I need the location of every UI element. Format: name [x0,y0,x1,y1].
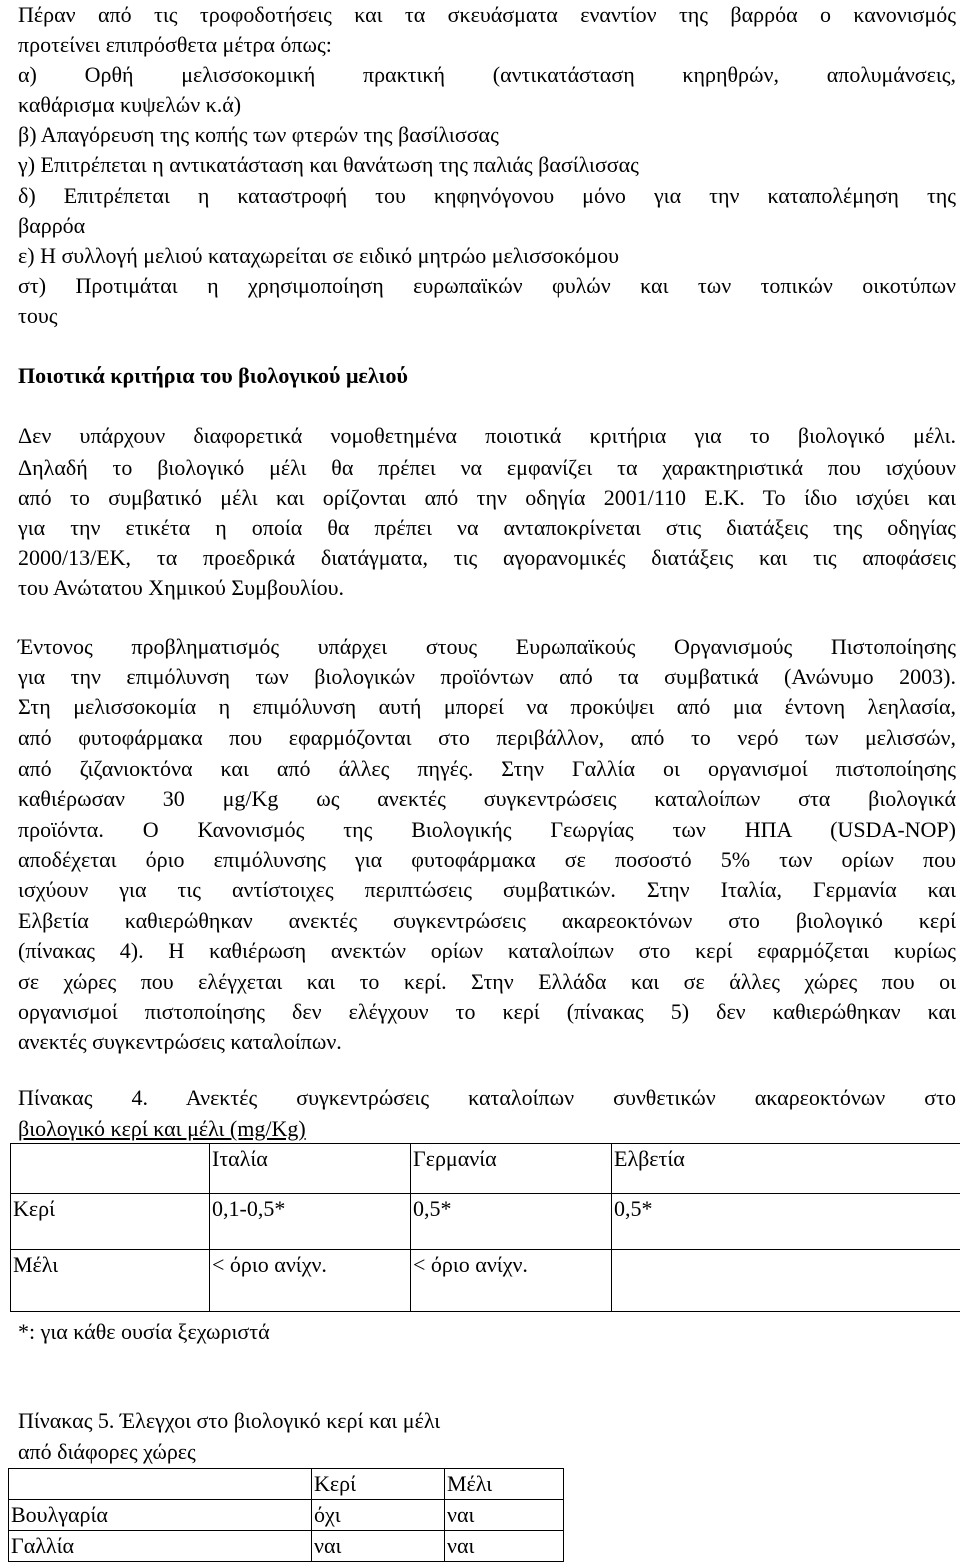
paragraph2-line: Έντονος προβληματισμός υπάρχει στους Ευρωπαϊκούς Οργανισμούς Πιστοποίησης [18,634,956,659]
table-cell: ναι [312,1531,445,1562]
table-cell [11,1144,210,1194]
table-row-label: Κερί [11,1194,210,1250]
measure-item: στ) Προτιμάται η χρησιμοποίηση ευρωπαϊκών φυλών και των τοπικών οικοτύπων [18,273,956,298]
paragraph2-line: Ελβετία καθιερώθηκαν ανεκτές συγκεντρώσεις ακαρεοκτόνων στο βιολογικό κερί [18,908,956,933]
paragraph2-line: για την επιμόλυνση των βιολογικών προϊόντων από τα συμβατικά (Ανώνυμο 2003). [18,664,956,689]
paragraph2-line: οργανισμοί πιστοποίησης δεν ελέγχουν το κερί (πίνακας 5) δεν καθιερώθηκαν και [18,999,956,1024]
table-cell: < όριο ανίχν. [411,1250,612,1312]
table-row-label: Βουλγαρία [9,1500,312,1531]
paragraph1-line: Δεν υπάρχουν διαφορετικά νομοθετημένα ποιοτικά κριτήρια για το βιολογικό μέλι. [18,423,956,448]
paragraph2-line: ισχύουν για τις αντίστοιχες περιπτώσεις συμβατικών. Στην Ιταλία, Γερμανία και [18,877,956,902]
residue-limits-table [10,1143,960,1312]
paragraph1-line: από το συμβατικό μέλι και ορίζονται από την οδηγία 2001/110 Ε.Κ. Το ίδιο ισχύει και [18,485,956,510]
intro-line: προτείνει επιπρόσθετα μέτρα όπως: [18,32,332,57]
table5-caption: Πίνακας 5. Έλεγχοι στο βιολογικό κερί και μέλι [18,1408,441,1433]
table-header-cell: Ελβετία [612,1144,960,1194]
table-cell: ναι [445,1500,564,1531]
paragraph2-line: προϊόντα. Ο Κανονισμός της Βιολογικής Γεωργίας των ΗΠΑ (USDA-NOP) [18,817,956,842]
paragraph2-line: ανεκτές συγκεντρώσεις καταλοίπων. [18,1029,342,1054]
measure-item: γ) Επιτρέπεται η αντικατάσταση και θανάτωση της παλιάς βασίλισσας [18,152,639,177]
paragraph2-line: από ζιζανιοκτόνα και από άλλες πηγές. Στην Γαλλία οι οργανισμοί πιστοποίησης [18,756,956,781]
measure-item: β) Απαγόρευση της κοπής των φτερών της βασίλισσας [18,122,499,147]
table-cell: ναι [445,1531,564,1562]
table-cell: 0,5* [612,1194,960,1250]
table-cell [9,1469,312,1500]
paragraph2-line: αποδέχεται όριο επιμόλυνσης για φυτοφάρμακα σε ποσοστό 5% των ορίων που [18,847,956,872]
intro-line: Πέραν από τις τροφοδοτήσεις και τα σκευάσματα εναντίον της βαρρόα ο κανονισμός [18,2,956,27]
table-row [11,1194,960,1250]
paragraph1-line: για την ετικέτα η οποία θα πρέπει να ανταποκρίνεται στις διατάξεις της οδηγίας [18,515,956,540]
measure-item: βαρρόα [18,213,86,238]
wax-honey-checks-table [8,1468,564,1562]
table-header-cell: Μέλι [445,1469,564,1500]
table4-footnote: *: για κάθε ουσία ξεχωριστά [18,1319,270,1344]
table-cell: 0,5* [411,1194,612,1250]
table-header-row [9,1469,564,1500]
paragraph2-line: καθιέρωσαν 30 μg/Kg ως ανεκτές συγκεντρώσεις καταλοίπων στα βιολογικά [18,786,956,811]
table-header-cell: Ιταλία [210,1144,411,1194]
table-header-cell: Γερμανία [411,1144,612,1194]
table-header-row [11,1144,960,1194]
table-cell: 0,1-0,5* [210,1194,411,1250]
table-cell [612,1250,960,1312]
table-row [9,1531,564,1562]
paragraph2-line: από φυτοφάρμακα που εφαρμόζονται στο περιβάλλον, από το νερό των μελισσών, [18,725,956,750]
paragraph1-line: 2000/13/ΕΚ, τα προεδρικά διατάγματα, τις αγορανομικές διατάξεις και τις αποφάσεις [18,545,956,570]
table-cell: < όριο ανίχν. [210,1250,411,1312]
paragraph2-line: (πίνακας 4). Η καθιέρωση ανεκτών ορίων καταλοίπων στο κερί εφαρμόζεται κυρίως [18,938,956,963]
paragraph1-line: Δηλαδή το βιολογικό μέλι θα πρέπει να εμφανίζει τα χαρακτηριστικά που ισχύουν [18,455,956,480]
measure-item: τους [18,303,58,328]
table-row [9,1500,564,1531]
paragraph1-line: του Ανώτατου Χημικού Συμβουλίου. [18,575,344,600]
measure-item: καθάρισμα κυψελών κ.ά) [18,92,242,117]
measure-item: ε) Η συλλογή μελιού καταχωρείται σε ειδικό μητρώο μελισσοκόμου [18,243,620,268]
measure-item: α) Ορθή μελισσοκομική πρακτική (αντικατάσταση κηρηθρών, απολυμάνσεις, [18,62,956,87]
measure-item: δ) Επιτρέπεται η καταστροφή του κηφηνόγονου μόνο για την καταπολέμηση της [18,183,956,208]
paragraph2-line: σε χώρες που ελέγχεται και το κερί. Στην Ελλάδα και σε άλλες χώρες που οι [18,969,956,994]
section-heading: Ποιοτικά κριτήρια του βιολογικού μελιού [18,363,408,388]
table-cell: όχι [312,1500,445,1531]
table-row-label: Γαλλία [9,1531,312,1562]
table4-caption: βιολογικό κερί και μέλι (mg/Kg) [18,1116,306,1141]
table4-caption: Πίνακας 4. Ανεκτές συγκεντρώσεις καταλοίπων συνθετικών ακαρεοκτόνων στο [18,1085,956,1110]
paragraph2-line: Στη μελισσοκομία η επιμόλυνση αυτή μπορεί να προκύψει από μια έντονη λεηλασία, [18,694,956,719]
table-header-cell: Κερί [312,1469,445,1500]
table-row [11,1250,960,1312]
table5-caption: από διάφορες χώρες [18,1439,196,1464]
table-row-label: Μέλι [11,1250,210,1312]
